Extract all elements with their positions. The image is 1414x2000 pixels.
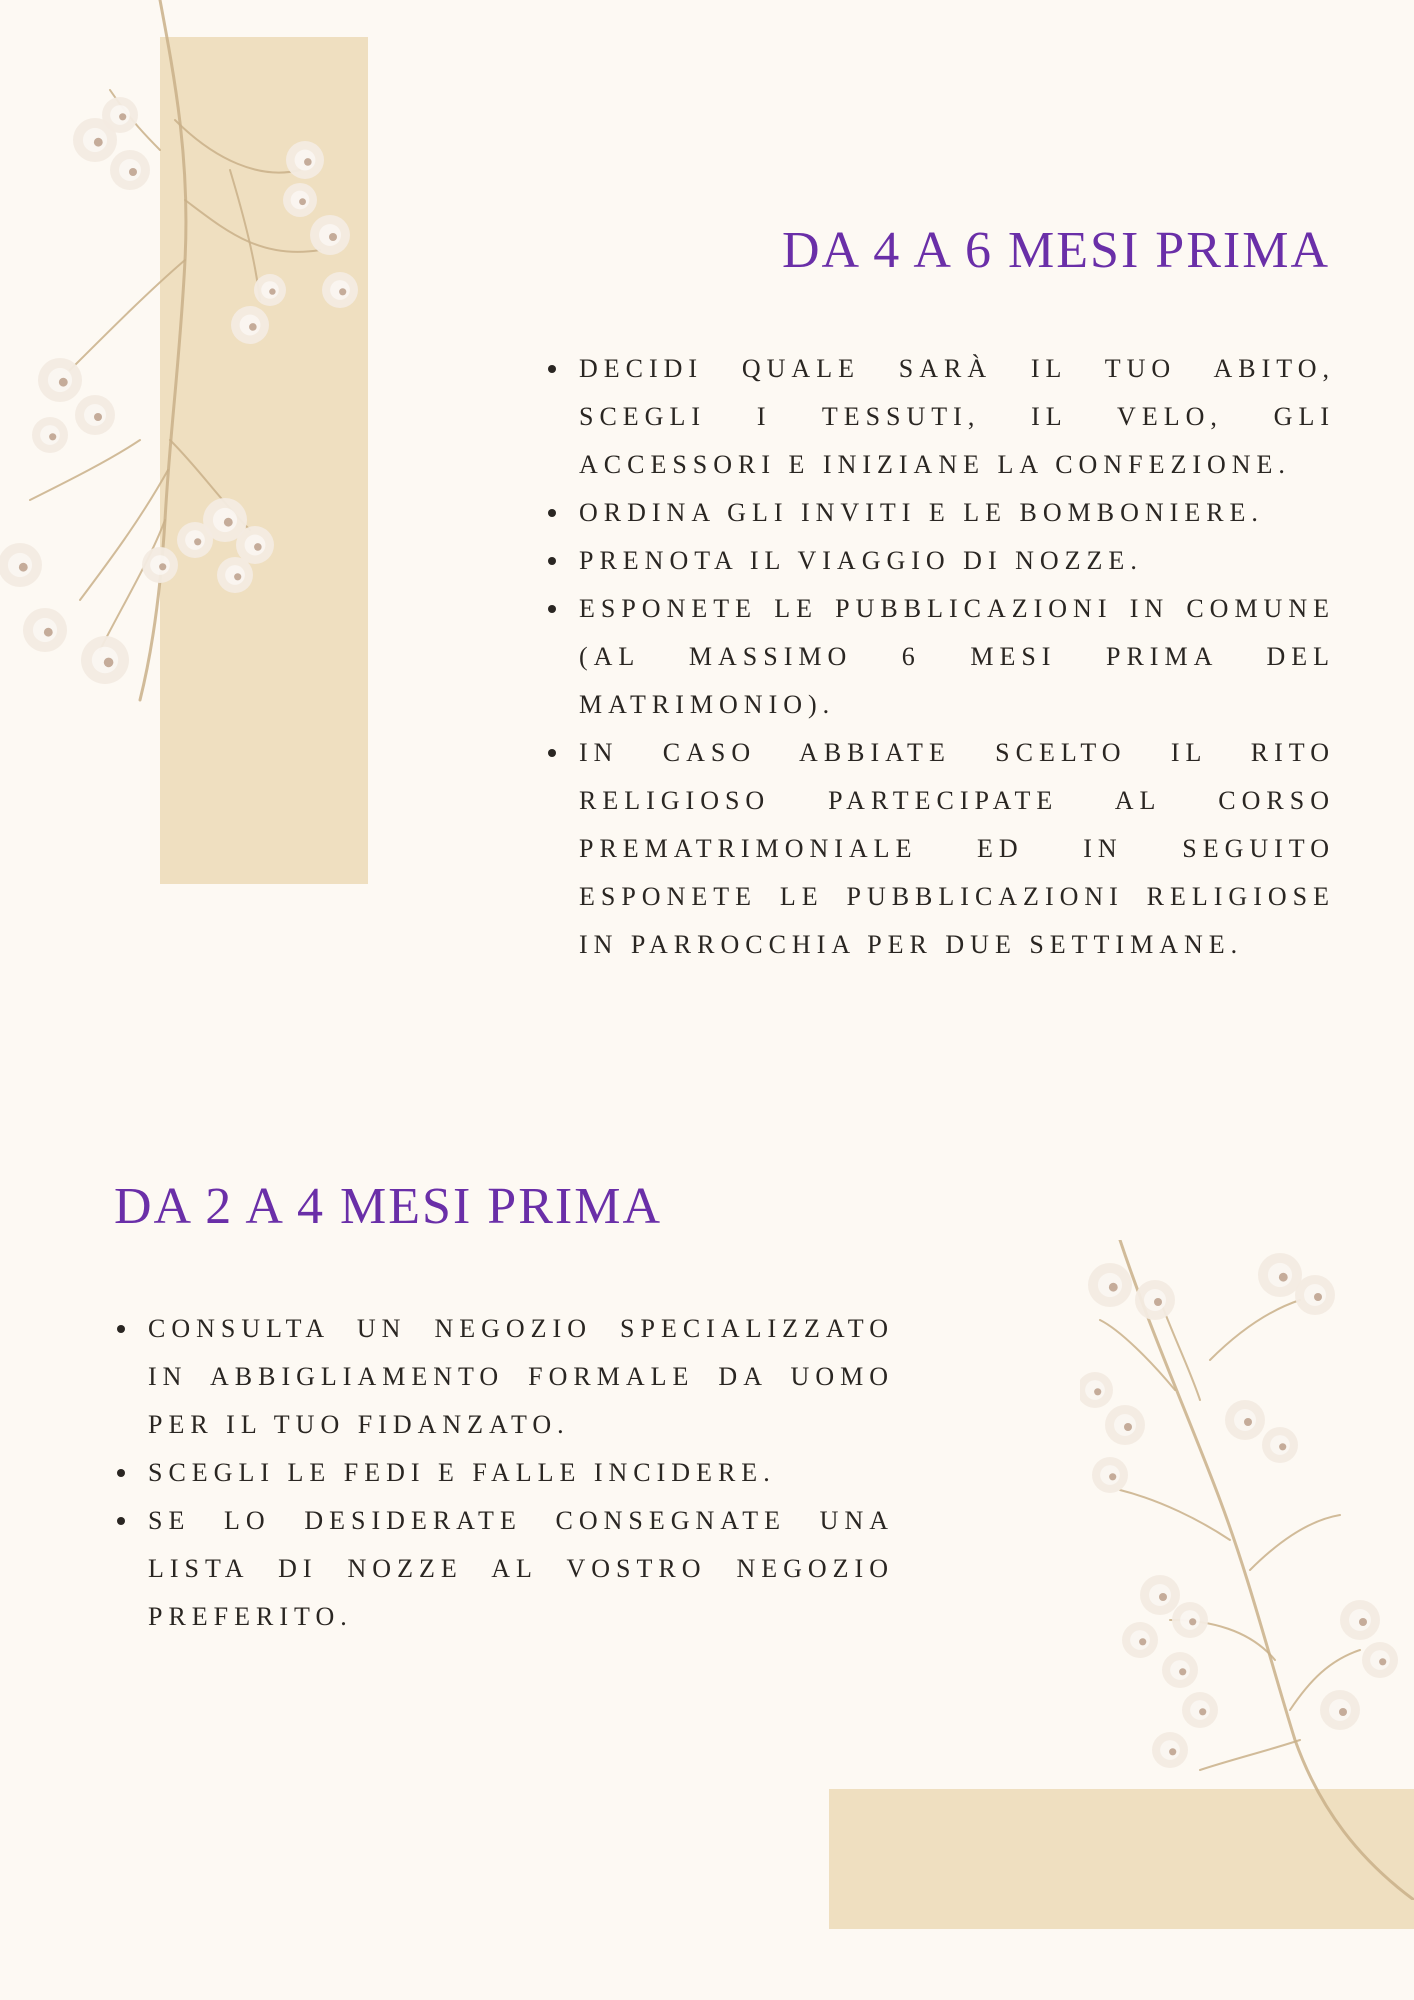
task-list-4-6-months xyxy=(545,345,1335,969)
section-heading-2-4-months: DA 2 A 4 MESI PRIMA xyxy=(114,1178,662,1235)
beige-accent-bar-bottom xyxy=(829,1789,1414,1929)
list-item: SE LO DESIDERATE CONSEGNATE UNA LISTA DI NOZZE AL VOSTRO NEGOZIO PREFERITO. xyxy=(114,1497,894,1641)
list-item: IN CASO ABBIATE SCELTO IL RITO RELIGIOSO PARTECIPATE AL CORSO PREMATRIMONIALE ED IN SEGUITO ESPONETE LE PUBBLICAZIONI RELIGIOSE IN PARROCCHIA PER DUE SETTIMANE. xyxy=(545,729,1335,969)
section-heading-4-6-months: DA 4 A 6 MESI PRIMA xyxy=(782,222,1330,279)
list-item: PRENOTA IL VIAGGIO DI NOZZE. xyxy=(545,537,1335,585)
task-list-2-4-months xyxy=(114,1305,894,1641)
beige-accent-bar-top xyxy=(160,37,368,884)
list-item: DECIDI QUALE SARÀ IL TUO ABITO, SCEGLI I TESSUTI, IL VELO, GLI ACCESSORI E INIZIANE LA CONFEZIONE. xyxy=(545,345,1335,489)
list-item: CONSULTA UN NEGOZIO SPECIALIZZATO IN ABBIGLIAMENTO FORMALE DA UOMO PER IL TUO FIDANZATO. xyxy=(114,1305,894,1449)
list-item: ESPONETE LE PUBBLICAZIONI IN COMUNE (AL MASSIMO 6 MESI PRIMA DEL MATRIMONIO). xyxy=(545,585,1335,729)
list-item: ORDINA GLI INVITI E LE BOMBONIERE. xyxy=(545,489,1335,537)
list-item: SCEGLI LE FEDI E FALLE INCIDERE. xyxy=(114,1449,894,1497)
